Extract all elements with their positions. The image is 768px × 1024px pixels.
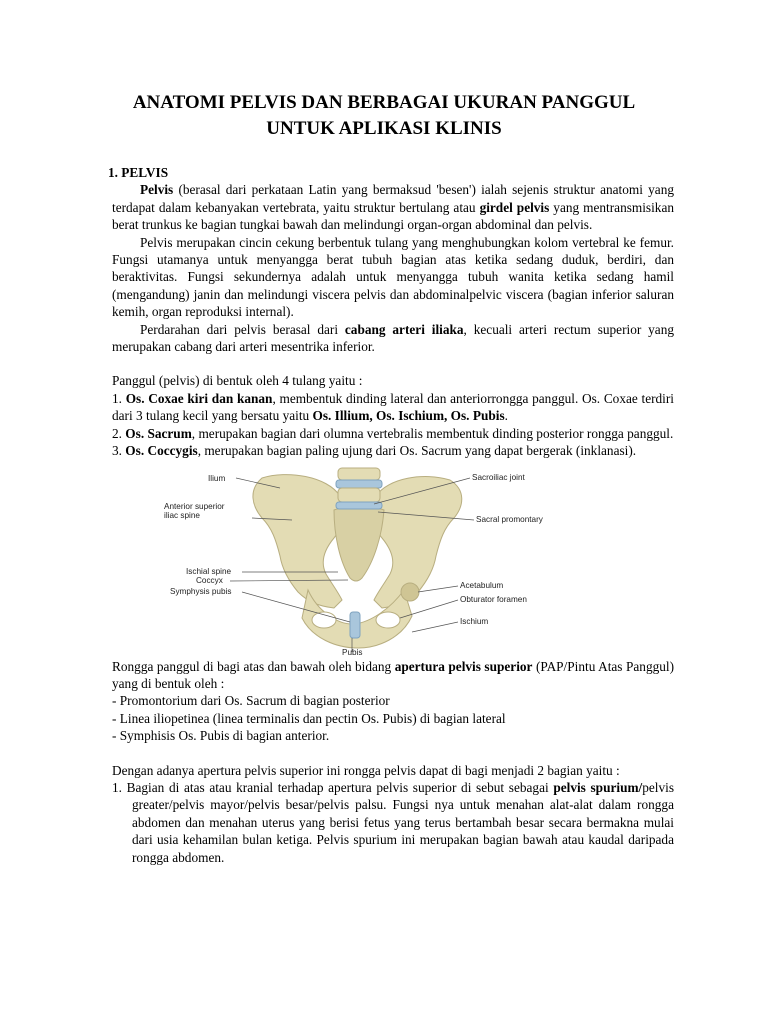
paragraph-pelvis-definition xyxy=(112,181,674,233)
term-os-coccygis: Os. Coccygis xyxy=(125,443,198,459)
pelvis-bone-drawing xyxy=(253,468,462,648)
pelvis-anatomy-figure xyxy=(112,466,674,658)
text-span: pelvis greater/pelvis mayor/pelvis besar/pelvis palsu. Fungsi nya untuk menahan alat-alat dalam rongga abdomen dan menahan uterus yang berisi fetus yang terus bertambah besar secara bermakna mulai dari usia kehamilan bulan ketiga. Pelvis spurium ini merupakan bagian bawah atau kaudal daripada rongga abdomen. xyxy=(132,779,674,865)
list-item-symphisis: - Symphisis Os. Pubis di bagian anterior. xyxy=(112,728,330,744)
term-os-illium-ischium-pubis: Os. Illium, Os. Ischium, Os. Pubis xyxy=(312,408,505,424)
term-os-sacrum: Os. Sacrum xyxy=(125,425,192,441)
section-heading-pelvis: 1. PELVIS xyxy=(108,165,169,180)
list-number: 3. xyxy=(112,443,126,459)
list-item-linea-iliopetinea: - Linea iliopetinea (linea terminalis dan pectin Os. Pubis) di bagian lateral xyxy=(112,710,506,726)
term-pelvis-spurium: pelvis spurium/ xyxy=(553,779,643,795)
list-item-os-sacrum xyxy=(112,425,674,442)
label-sacroiliac-joint: Sacroiliac joint xyxy=(472,472,525,482)
text-span: yang mentransmisikan berat trunkus ke bagian tungkai bawah dan melindungi organ-organ abdominal dan pelvis. xyxy=(112,199,674,233)
label-ischium: Ischium xyxy=(460,616,489,626)
term-girdel-pelvis: girdel pelvis xyxy=(479,199,550,215)
document-title xyxy=(90,90,678,142)
text-span: , membentuk dinding lateral dan anteriorrongga panggul. Os. Coxae terdiri dari 3 tulang kecil yang bersatu yaitu xyxy=(112,390,674,424)
paragraph-apertura xyxy=(112,658,674,693)
label-acetabulum: Acetabulum xyxy=(460,580,504,590)
list-item-os-coccygis xyxy=(112,442,674,459)
label-ischial-spine: Ischial spine xyxy=(186,566,232,576)
label-obturator-foramen: Obturator foramen xyxy=(460,594,527,604)
paragraph-division: Dengan adanya apertura pelvis superior ini rongga pelvis dapat di bagi menjadi 2 bagian yaitu : xyxy=(112,762,620,778)
text-span: Perdarahan dari pelvis berasal dari xyxy=(140,321,345,337)
label-sacral-promontary: Sacral promontary xyxy=(476,514,543,524)
text-span: (PAP/Pintu Atas Panggul) yang di bentuk oleh : xyxy=(112,658,675,691)
text-span: , kecuali arteri rectum superior yang merupakan cabang dari arteri mesentrika inferior. xyxy=(112,321,674,355)
list-item-promontorium: - Promontorium dari Os. Sacrum di bagian posterior xyxy=(112,693,390,709)
text-span: , merupakan bagian dari olumna vertebralis membentuk dinding posterior rongga panggul. xyxy=(191,425,674,441)
label-ilium: Ilium xyxy=(208,473,226,483)
label-pubis: Pubis xyxy=(342,647,363,657)
label-anterior-superior-iliac-spine: Anterior superior iliac spine xyxy=(164,501,225,520)
text-span: . xyxy=(504,408,508,424)
term-os-coxae: Os. Coxae kiri dan kanan xyxy=(125,390,273,406)
list-number: 1. xyxy=(112,390,126,406)
list-item-os-coxae xyxy=(112,390,674,425)
paragraph-pelvis-blood-supply xyxy=(112,321,674,356)
text-span: Rongga panggul di bagi atas dan bawah oleh bidang xyxy=(112,658,395,674)
title-line-2: UNTUK APLIKASI KLINIS xyxy=(266,118,502,139)
term-pelvis: Pelvis xyxy=(140,182,174,198)
label-symphysis-pubis: Symphysis pubis xyxy=(170,586,232,596)
title-line-1: ANATOMI PELVIS DAN BERBAGAI UKURAN PANGGUL xyxy=(132,92,636,113)
text-span: (berasal dari perkataan Latin yang bermaksud 'besen') ialah sejenis struktur anatomi yang terdapat dalam kebanyakan vertebrata, yaitu struktur bertulang atau xyxy=(112,182,674,215)
text-span: , merupakan bagian paling ujung dari Os. Sacrum yang dapat bergerak (inklanasi). xyxy=(197,443,637,459)
paragraph-bones-intro: Panggul (pelvis) di bentuk oleh 4 tulang yaitu : xyxy=(112,373,363,389)
document-body xyxy=(108,164,675,866)
term-apertura-pelvis-superior: apertura pelvis superior xyxy=(394,658,533,674)
paragraph-pelvis-function: Pelvis merupakan cincin cekung berbentuk tulang yang menghubungkan kolom vertebral ke femur. Fungsi utamanya untuk menyangga berat tubuh bagian atas ketika sedang duduk, berdiri, dan beraktivitas. Fungsi sekundernya adalah untuk menyangga tubuh wanita ketika sedang hamil (mengandung) janin dan melindungi viscera pelvis dan abdominalpelvic viscera (bagian inferior saluran kemih, organ reproduksi internal). xyxy=(112,234,674,320)
pelvis-illustration xyxy=(112,466,674,658)
list-item-pelvis-spurium xyxy=(112,779,674,866)
term-cabang-arteri-iliaka: cabang arteri iliaka xyxy=(344,321,464,337)
list-number: 2. xyxy=(112,425,126,441)
label-coccyx: Coccyx xyxy=(196,575,223,585)
list-number: 1. xyxy=(112,779,127,795)
text-span: Bagian di atas atau kranial terhadap apertura pelvis superior di sebut sebagai xyxy=(126,779,554,795)
